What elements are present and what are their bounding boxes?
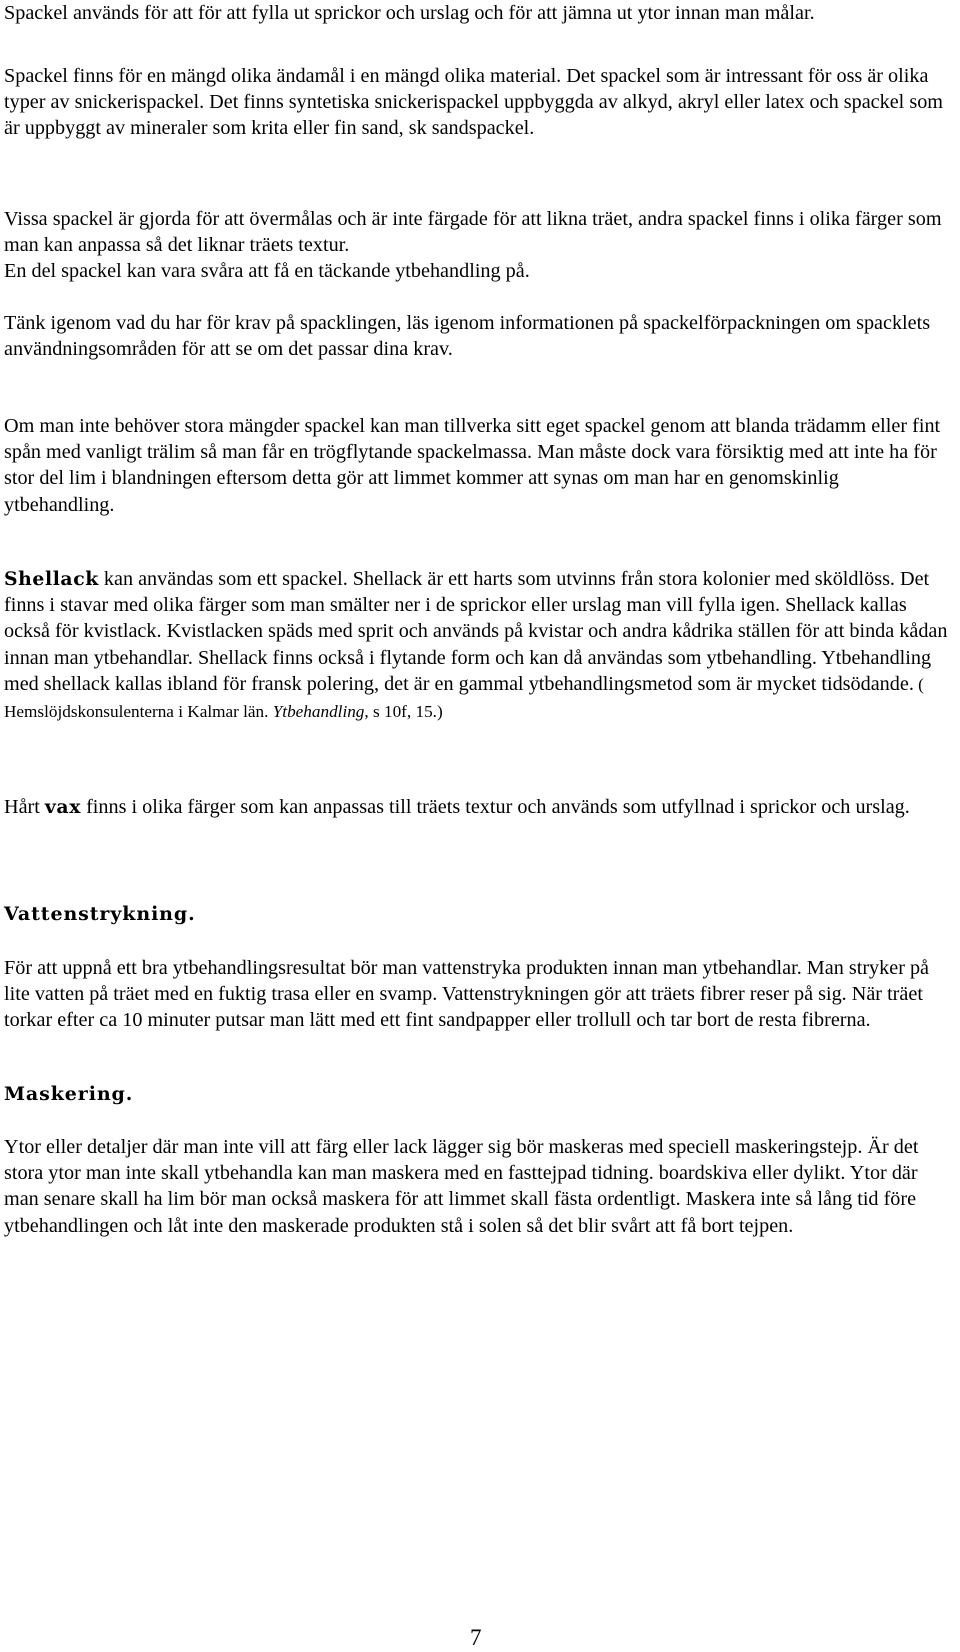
paragraph-vax	[4, 794, 952, 820]
reference-pages: , s 10f, 15.)	[364, 702, 443, 722]
heading-maskering: Maskering.	[4, 1083, 134, 1105]
paragraph-vattenstrykning: För att uppnå ett bra ytbehandlingsresultat bör man vattenstryka produkten innan man ytbehandlar. Man stryker på lite vatten på träet med en fuktig trasa eller en svamp. Vattenstrykningen gör att träets fibrer reser på sig. När träet torkar efter ca 10 minuter putsar man lätt med ett fint sandpapper eller trollull och tar bort de resta fibrerna.	[4, 957, 930, 1032]
shellack-text: kan användas som ett spackel. Shellack är ett harts som utvinns från stora kolonier med sköldlöss. Det finns i stavar med olika färger som man smälter ner i de sprickor eller urslag man vill fylla igen. Shellack kallas också för kvistlack. Kvistlacken späds med sprit och används på kvistar och andra kådrika ställen för att binda kådan innan man ytbehandlar. Shellack finns också i flytande form och kan då användas som ytbehandling. Ytbehandling med shellack kallas ibland för fransk polering, det är en gammal ytbehandlingsmetod som är mycket tidsödande.	[4, 568, 948, 695]
vax-text: finns i olika färger som kan anpassas till träets textur och används som utfyllnad i sprickor och urslag.	[81, 796, 910, 818]
paragraph-shellack	[4, 566, 952, 725]
vax-pre: Hårt	[4, 796, 45, 818]
paragraph-spackel-types: Spackel finns för en mängd olika ändamål i en mängd olika material. Det spackel som är intressant för oss är olika typer av snickerispackel. Det finns syntetiska snickerispackel uppbyggda av alkyd, akryl eller latex och spackel som är uppbyggt av mineraler som krita eller fin sand, sk sandspackel.	[4, 65, 943, 140]
vax-term: vax	[44, 796, 82, 818]
reference-source: ( Hemslöjdskonsulenterna i Kalmar län.	[4, 674, 924, 722]
reference-title: Ytbehandling	[272, 702, 365, 722]
paragraph-spackel-intro: Spackel används för att för att fylla ut sprickor och urslag och för att jämna ut ytor innan man målar.	[4, 2, 815, 24]
page-number: 7	[470, 1625, 482, 1650]
paragraph-spackel-colors: Vissa spackel är gjorda för att övermålas och är inte färgade för att likna träet, andra spackel finns i olika färger som man kan anpassa så det liknar träets textur.	[4, 208, 942, 257]
shellack-term: Shellack	[4, 568, 99, 590]
paragraph-maskering: Ytor eller detaljer där man inte vill att färg eller lack lägger sig bör maskeras med speciell maskeringstejp. Är det stora ytor man inte skall ytbehandla kan man maskera med en fasttejpad tidning. boardskiva eller dylikt. Ytor där man senare skall ha lim bör man också maskera för att limmet skall fästa ordentligt. Maskera inte så lång tid före ytbehandlingen och låt inte den maskerade produkten stå i solen så det blir svårt att få bort tejpen.	[4, 1136, 919, 1237]
paragraph-spackel-homemade: Om man inte behöver stora mängder spackel kan man tillverka sitt eget spackel genom att blanda trädamm eller fint spån med vanligt trälim så man får en trögflytande spackelmassa. Man måste dock vara försiktig med att inte ha för stor del lim i blandningen eftersom detta gör att limmet kommer att synas om man har en genomskinlig ytbehandling.	[4, 415, 941, 516]
paragraph-spackel-coverage: En del spackel kan vara svåra att få en täckande ytbehandling på.	[4, 260, 530, 282]
paragraph-spackel-requirements: Tänk igenom vad du har för krav på spacklingen, läs igenom informationen på spackelförpackningen om spacklets användningsområden för att se om det passar dina krav.	[4, 312, 931, 361]
heading-vattenstrykning: Vattenstrykning.	[4, 903, 196, 925]
